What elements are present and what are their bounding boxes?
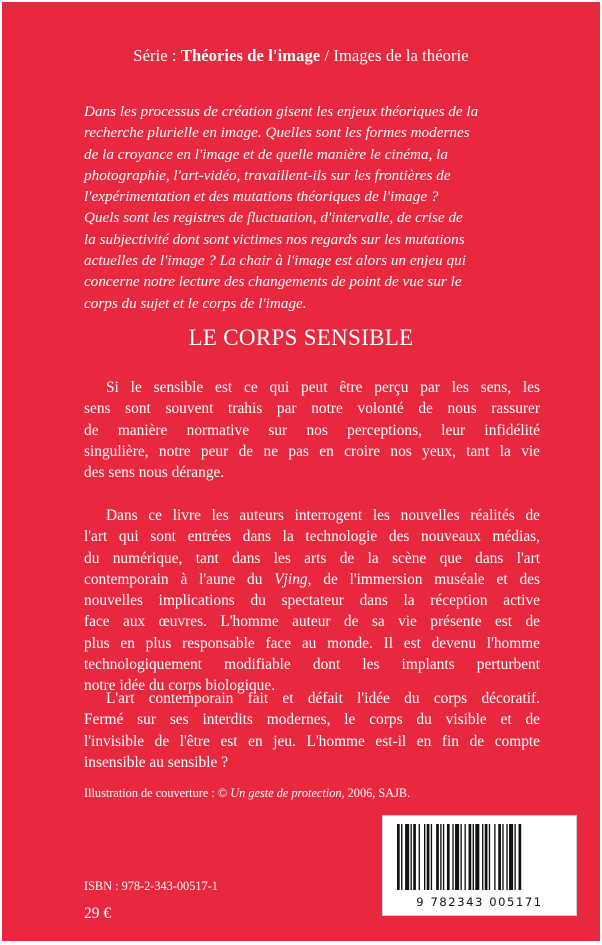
barcode-bar xyxy=(413,824,416,890)
barcode-bar xyxy=(431,824,432,890)
text-line: singulière, notre peur de ne pas en croire nos yeux, tant la vie xyxy=(84,442,540,460)
intro-text xyxy=(84,101,549,314)
text-line: Si le sensible est ce qui peut être perçu par les sens, les xyxy=(106,379,540,396)
barcode-bar xyxy=(469,824,472,890)
text-line: Fermé sur ses interdits modernes, le corps du visible et de xyxy=(84,711,540,729)
text-fragment: contemporain à l'aune du xyxy=(84,570,275,588)
barcode-bar xyxy=(419,824,420,890)
barcode-bars xyxy=(397,824,564,890)
text-line: l'invisible de l'être est en jeu. L'homme est-il en fin de compte xyxy=(84,732,540,750)
intro-line: l'expérimentation et des mutations théoriques de l'image ? xyxy=(84,188,439,206)
credit-text: Illustration de couverture : © xyxy=(84,786,231,800)
text-line: insensible au sensible ? xyxy=(84,753,229,771)
barcode-bar xyxy=(514,824,515,890)
back-cover xyxy=(2,2,600,941)
barcode-number: 9 782343 005171 xyxy=(416,895,543,909)
barcode-bar xyxy=(509,824,513,890)
barcode-bar xyxy=(506,824,507,890)
intro-line: recherche plurielle en image. Quelles sont les formes modernes xyxy=(84,124,470,142)
barcode-bar xyxy=(498,824,501,890)
barcode-bar xyxy=(465,824,466,890)
paragraph-3 xyxy=(84,688,540,773)
barcode-bar xyxy=(424,824,425,890)
series-subtitle: / Images de la théorie xyxy=(324,46,469,65)
barcode-bar xyxy=(475,824,479,890)
barcode-bar xyxy=(502,824,503,890)
barcode-bar xyxy=(489,824,490,890)
book-title: LE CORPS SENSIBLE xyxy=(188,325,414,350)
text-line: sens sont souvent trahis par notre volonté de nous rassurer xyxy=(84,400,540,418)
text-line: Dans ce livre les auteurs interrogent les nouvelles réalités de xyxy=(106,507,540,524)
intro-line: actuelles de l'image ? La chair à l'image est alors un enjeu qui xyxy=(84,252,466,270)
text-line: de manière normative sur nos perceptions, leur infidélité xyxy=(84,421,540,439)
barcode-bar xyxy=(427,824,430,890)
barcode-bar xyxy=(436,824,439,890)
text-line: nouvelles implications du spectateur dans la réception active xyxy=(84,592,540,610)
paragraph-2 xyxy=(84,505,540,697)
barcode-bar xyxy=(443,824,444,890)
barcode-bar xyxy=(519,824,522,890)
isbn: ISBN : 978-2-343-00517-1 xyxy=(84,879,218,893)
barcode-bar xyxy=(455,824,459,890)
barcode-bar xyxy=(473,824,474,890)
intro-line: Quels sont les registres de fluctuation, d'intervalle, de crise de xyxy=(84,209,463,227)
text-line: du numérique, tant dans les arts de la scène que dans l'art xyxy=(84,549,540,567)
paragraph-1 xyxy=(84,377,540,483)
barcode-bar xyxy=(405,824,409,890)
series-line xyxy=(2,46,600,66)
italic-term: Vjing xyxy=(274,570,308,588)
text-line: plus en plus responsable face au monde. Il est devenu l'homme xyxy=(84,634,540,652)
barcode-bar xyxy=(411,824,412,890)
intro-line: la subjectivité dont sont victimes nos regards sur les mutations xyxy=(84,230,465,248)
text-line xyxy=(84,569,540,590)
text-line: face aux œuvres. L'homme auteur de sa vie présente est de xyxy=(84,613,540,631)
barcode-bar xyxy=(447,824,450,890)
credit-artwork-title: Un geste de protection xyxy=(230,786,342,800)
price: 29 € xyxy=(84,905,112,922)
series-prefix: Série : xyxy=(133,46,177,65)
text-line: des sens nous dérange. xyxy=(84,464,225,482)
text-line: technologiquement modifiable dont les implants perturbent xyxy=(84,656,540,674)
barcode-bar xyxy=(494,824,495,890)
barcode-bar xyxy=(397,824,400,890)
text-fragment: , de l'immersion muséale et des xyxy=(307,570,540,588)
cover-credit xyxy=(84,786,410,801)
barcode-bar xyxy=(482,824,483,890)
intro-line: photographie, l'art-vidéo, travaillent-ils sur les frontières de xyxy=(84,166,451,184)
series-title: Théories de l'image xyxy=(180,46,321,65)
barcode-bar xyxy=(485,824,488,890)
intro-line: concerne notre lecture des changements de point de vue sur le xyxy=(84,273,462,291)
credit-text: , 2006, SAJB. xyxy=(341,786,411,800)
barcode xyxy=(382,815,577,916)
text-line: l'art qui sont entrées dans la technologie des nouveaux médias, xyxy=(84,528,540,546)
barcode-bar xyxy=(452,824,453,890)
intro-line: corps du sujet et le corps de l'image. xyxy=(84,294,307,312)
text-line: notre idée du corps biologique. xyxy=(84,677,276,695)
barcode-bar xyxy=(460,824,461,890)
intro-line: Dans les processus de création gisent les enjeux théoriques de la xyxy=(84,103,479,120)
barcode-bar xyxy=(440,824,441,890)
barcode-bar xyxy=(401,824,402,890)
intro-line: de la croyance en l'image et de quelle manière le cinéma, la xyxy=(84,145,448,163)
text-line: L'art contemporain fait et défait l'idée du corps décoratif. xyxy=(106,690,540,707)
